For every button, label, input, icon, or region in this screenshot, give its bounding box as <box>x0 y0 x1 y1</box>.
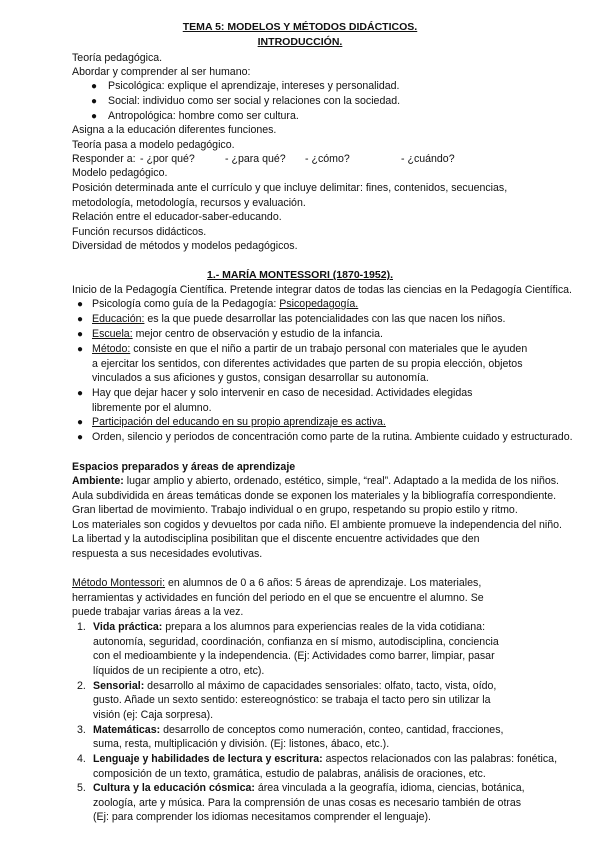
bullet-continuation: vinculados a sus aficiones y gustos, consigan desarrollar su autonomía. <box>92 372 429 384</box>
intro-line: Teoría pasa a modelo pedagógico. <box>72 139 235 151</box>
list-item-continuation: zoología, arte y música. Para la comprensión de unas cosas es necesario también de otras <box>93 797 522 809</box>
bullet-icon: ● <box>77 432 84 443</box>
bullet-icon: ● <box>91 81 98 92</box>
espacios-line: La libertad y la autodisciplina posibilitan que el discente encuentre actividades que den <box>72 533 480 545</box>
espacios-line: Aula subdividida en áreas temáticas donde se exponen los materiales y la bibliografía correspondiente. <box>72 490 557 502</box>
list-item-continuation: suma, resta, multiplicación y división. (Ej: listones, ábaco, etc.). <box>93 738 390 750</box>
intro-bullet: Psicológica: explique el aprendizaje, intereses y personalidad. <box>108 80 400 92</box>
list-item: Matemáticas: desarrollo de conceptos como numeración, conteo, cantidad, fracciones, <box>93 724 504 736</box>
list-number: 4. <box>77 753 86 765</box>
bullet-continuation: libremente por el alumno. <box>92 402 212 414</box>
bullet-icon: ● <box>77 314 84 325</box>
list-number: 3. <box>77 724 86 736</box>
montessori-intro: Inicio de la Pedagogía Científica. Pretende integrar datos de todas las ciencias en la Pedagogía Científica. <box>72 284 572 296</box>
metodo-line: herramientas y actividades en función del periodo en el que se encuentre el alumno. Se <box>72 592 484 604</box>
montessori-bullet: Educación: es la que puede desarrollar las potencialidades con las que nacen los niños. <box>92 313 506 325</box>
responder-line <box>72 153 455 166</box>
bullet-icon: ● <box>77 329 84 340</box>
list-item-continuation: visión (ej: Caja sorpresa). <box>93 709 214 721</box>
intro-line: Relación entre el educador-saber-educando. <box>72 211 282 223</box>
bullet-icon: ● <box>77 344 84 355</box>
list-number: 5. <box>77 782 86 794</box>
montessori-bullet: Psicología como guía de la Pedagogía: Psicopedagogía. <box>92 298 359 310</box>
bullet-icon: ● <box>91 96 98 107</box>
list-item: Lenguaje y habilidades de lectura y escritura: aspectos relacionados con las palabras: fonética, <box>93 753 558 765</box>
list-item-continuation: autonomía, seguridad, coordinación, confianza en sí mismo, autodisciplina, conciencia <box>93 636 499 648</box>
espacios-line: respuesta a sus necesidades evolutivas. <box>72 548 263 560</box>
list-item-continuation: (Ej: para comprender los idiomas necesitamos comprender el lenguaje). <box>93 811 431 823</box>
list-number: 2. <box>77 680 86 692</box>
bullet-icon: ● <box>77 299 84 310</box>
intro-line: Asigna a la educación diferentes funciones. <box>72 124 277 136</box>
montessori-bullet: Hay que dejar hacer y solo intervenir en caso de necesidad. Actividades elegidas <box>92 387 473 399</box>
espacios-line: Los materiales son cogidos y devueltos por cada niño. El ambiente promueve la independencia del niño. <box>72 519 562 531</box>
list-item-continuation: líquidos de un recipiente a otro, etc). <box>93 665 265 677</box>
intro-line: Abordar y comprender al ser humano: <box>72 66 251 78</box>
intro-line: metodología, metodología, recursos y evaluación. <box>72 197 306 209</box>
bullet-continuation: a ejercitar los sentidos, con diferentes actividades que parten de su propia elección, objetos <box>92 358 523 370</box>
intro-line: Función recursos didácticos. <box>72 226 207 238</box>
espacios-line: Ambiente: lugar amplio y abierto, ordenado, estético, simple, “real”. Adaptado a la medida de los niños. <box>72 475 559 487</box>
montessori-bullet: Escuela: mejor centro de observación y estudio de la infancia. <box>92 328 383 340</box>
bullet-icon: ● <box>91 111 98 122</box>
bullet-icon: ● <box>77 388 84 399</box>
montessori-bullet: Participación del educando en su propio aprendizaje es activa. <box>92 416 386 428</box>
intro-line: Modelo pedagógico. <box>72 167 168 179</box>
list-item: Sensorial: desarrollo al máximo de capacidades sensoriales: olfato, tacto, vista, oído, <box>93 680 497 692</box>
list-item: Cultura y la educación cósmica: área vinculada a la geografía, idioma, ciencias, botánica, <box>93 782 525 794</box>
responder-item: - ¿por qué? <box>140 153 195 165</box>
responder-item: - ¿cómo? <box>305 153 350 165</box>
metodo-line: puede trabajar varias áreas a la vez. <box>72 606 244 618</box>
bullet-icon: ● <box>77 417 84 428</box>
subsection-heading: Espacios preparados y áreas de aprendizaje <box>72 461 296 473</box>
list-item-continuation: con el medioambiente y la independencia. (Ej: Actividades como barrer, limpiar, pasar <box>93 650 495 662</box>
list-item-continuation: gusto. Añade un sexto sentido: estereognóstico: se trabaja el tacto pero sin utilizar la <box>93 694 491 706</box>
montessori-bullet: Método: consiste en que el niño a partir de un trabajo personal con materiales que le ayuden <box>92 343 528 355</box>
espacios-line: Gran libertad de movimiento. Trabajo individual o en grupo, respetando su propio estilo y ritmo. <box>72 504 518 516</box>
metodo-line: Método Montessori: en alumnos de 0 a 6 años: 5 áreas de aprendizaje. Los materiales, <box>72 577 482 589</box>
intro-bullet: Social: individuo como ser social y relaciones con la sociedad. <box>108 95 401 107</box>
list-item: Vida práctica: prepara a los alumnos para experiencias reales de la vida cotidiana: <box>93 621 486 633</box>
list-item-continuation: composición de un texto, gramática, estudio de palabras, análisis de oraciones, etc. <box>93 768 486 780</box>
section-heading: 1.- MARÍA MONTESSORI (1870-1952). <box>206 269 393 281</box>
responder-label: Responder a: <box>72 153 136 165</box>
intro-bullet: Antropológica: hombre como ser cultura. <box>108 110 299 122</box>
responder-item: - ¿para qué? <box>225 153 286 165</box>
intro-line: Diversidad de métodos y modelos pedagógicos. <box>72 240 298 252</box>
page-subtitle: INTRODUCCIÓN. <box>257 36 343 48</box>
list-number: 1. <box>77 621 86 633</box>
responder-item: - ¿cuándo? <box>401 153 455 165</box>
page-title: TEMA 5: MODELOS Y MÉTODOS DIDÁCTICOS. <box>182 21 418 33</box>
montessori-bullet: Orden, silencio y periodos de concentración como parte de la rutina. Ambiente cuidado y estructurado. <box>92 431 573 443</box>
intro-line: Posición determinada ante el currículo y que incluye delimitar: fines, contenidos, secuencias, <box>72 182 508 194</box>
intro-line: Teoría pedagógica. <box>72 52 163 64</box>
